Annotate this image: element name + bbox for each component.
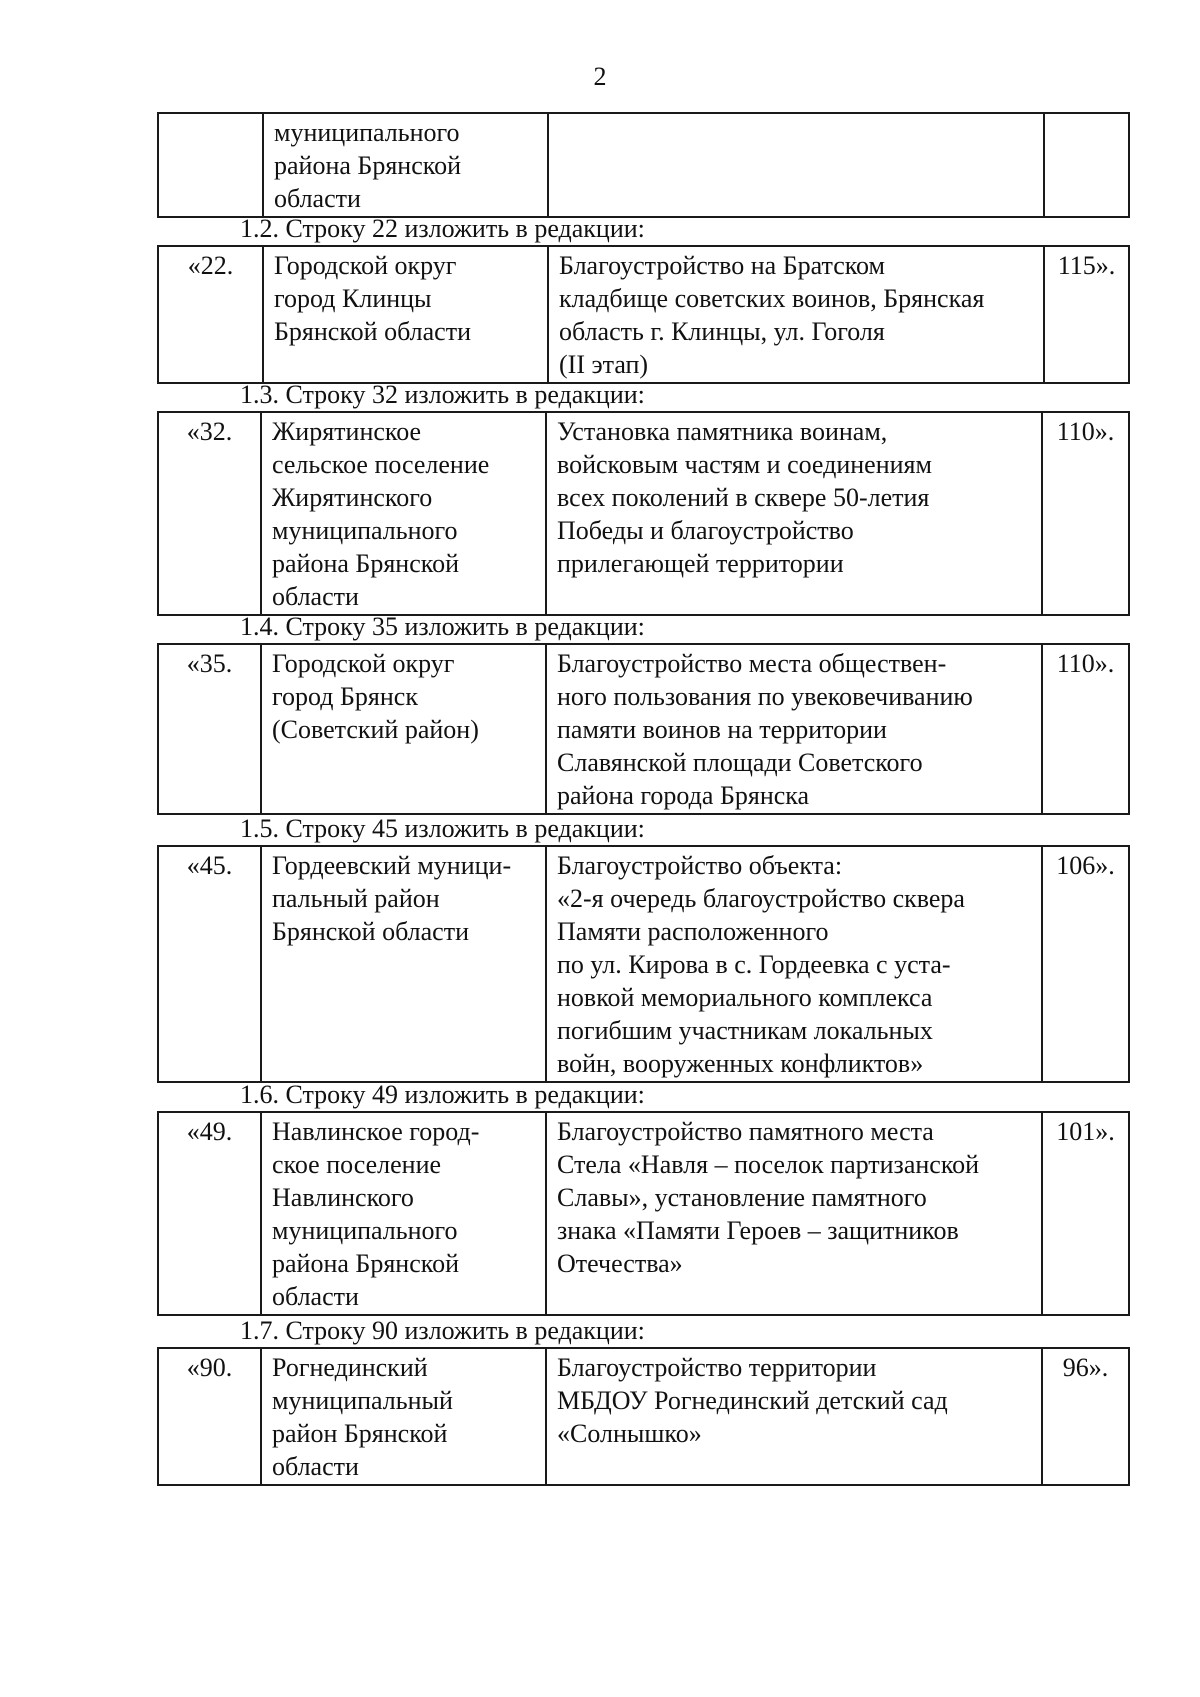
section-caption: 1.2. Строку 22 изложить в редакции: (240, 214, 645, 243)
row-table-22 (157, 245, 1130, 384)
table-row (158, 1348, 1129, 1485)
count-cell: 106». (1042, 846, 1129, 1082)
count-cell: 115». (1044, 246, 1129, 383)
count-cell (1044, 113, 1129, 217)
section-caption: 1.6. Строку 49 изложить в редакции: (240, 1080, 645, 1109)
section-caption: 1.3. Строку 32 изложить в редакции: (240, 380, 645, 409)
description-cell: Благоустройство территории МБДОУ Рогнединский детский сад «Солнышко» (546, 1348, 1042, 1485)
table-row (158, 846, 1129, 1082)
row-table-35 (157, 643, 1130, 815)
table-row (158, 644, 1129, 814)
municipality-cell: муниципального района Брянской области (263, 113, 548, 217)
section-caption: 1.7. Строку 90 изложить в редакции: (240, 1316, 645, 1345)
count-cell: 101». (1042, 1112, 1129, 1315)
count-cell: 96». (1042, 1348, 1129, 1485)
description-cell: Благоустройство памятного места Стела «Навля – поселок партизанской Славы», установление памятного знака «Памяти Героев – защитников Отечества» (546, 1112, 1042, 1315)
description-cell: Благоустройство объекта: «2-я очередь благоустройство сквера Памяти расположенного по ул. Кирова в с. Гордеевка с уста- новкой мемориального комплекса погибшим участникам локальных войн, вооруженных конфликтов» (546, 846, 1042, 1082)
count-cell: 110». (1042, 644, 1129, 814)
page-number: 2 (593, 62, 607, 91)
description-cell (548, 113, 1044, 217)
row-number-cell: «35. (158, 644, 261, 814)
row-number-cell (158, 113, 263, 217)
row-number-cell: «22. (158, 246, 263, 383)
municipality-cell: Жирятинское сельское поселение Жирятинского муниципального района Брянской области (261, 412, 546, 615)
row-number-cell: «90. (158, 1348, 261, 1485)
row-table-32 (157, 411, 1130, 616)
municipality-cell: Рогнединский муниципальный район Брянской области (261, 1348, 546, 1485)
row-table-49 (157, 1111, 1130, 1316)
section-caption: 1.5. Строку 45 изложить в редакции: (240, 814, 645, 843)
row-number-cell: «45. (158, 846, 261, 1082)
description-cell: Благоустройство места обществен- ного пользования по увековечиванию памяти воинов на территории Славянской площади Советского района города Брянска (546, 644, 1042, 814)
row-number-cell: «32. (158, 412, 261, 615)
description-cell: Благоустройство на Братском кладбище советских воинов, Брянская область г. Клинцы, ул. Гоголя (II этап) (548, 246, 1044, 383)
fragment-table (157, 112, 1130, 218)
table-row (158, 412, 1129, 615)
description-cell: Установка памятника воинам, войсковым частям и соединениям всех поколений в сквере 50-летия Победы и благоустройство прилегающей территории (546, 412, 1042, 615)
row-number-cell: «49. (158, 1112, 261, 1315)
municipality-cell: Городской округ город Брянск (Советский район) (261, 644, 546, 814)
table-row (158, 246, 1129, 383)
municipality-cell: Навлинское город- ское поселение Навлинского муниципального района Брянской области (261, 1112, 546, 1315)
row-table-90 (157, 1347, 1130, 1486)
row-table-45 (157, 845, 1130, 1083)
count-cell: 110». (1042, 412, 1129, 615)
table-row (158, 113, 1129, 217)
section-caption: 1.4. Строку 35 изложить в редакции: (240, 612, 645, 641)
municipality-cell: Гордеевский муници- пальный район Брянской области (261, 846, 546, 1082)
table-row (158, 1112, 1129, 1315)
municipality-cell: Городской округ город Клинцы Брянской области (263, 246, 548, 383)
